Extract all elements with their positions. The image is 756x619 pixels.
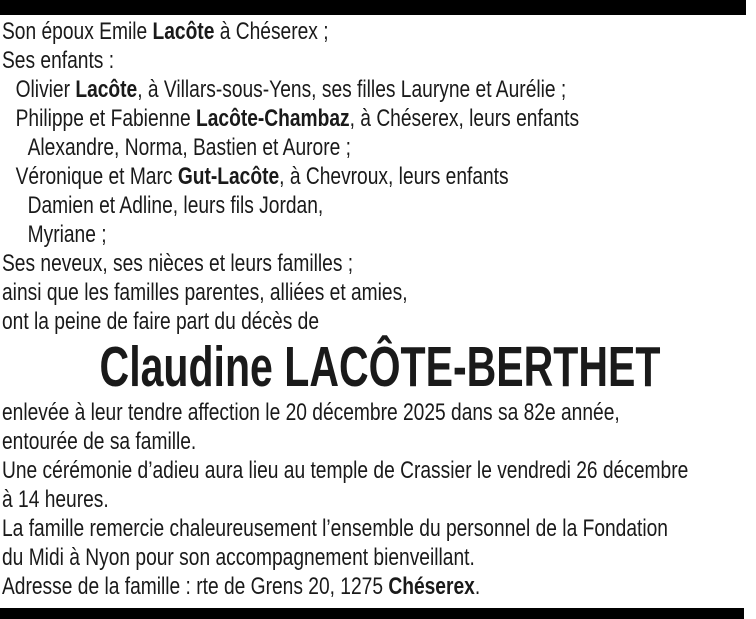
- line-text: La famille remercie chaleureusement l’ensemble du personnel de la Fondation: [2, 515, 668, 542]
- line-text: Philippe et Fabienne: [15, 105, 196, 132]
- line-text: enlevée à leur tendre affection le 20 décembre 2025 dans sa 82e année,: [2, 399, 620, 426]
- notice-line: [2, 398, 756, 427]
- deceased-name: Claudine LACÔTE-BERTHET: [99, 335, 661, 399]
- notice-line: [2, 75, 756, 104]
- notice-line: [2, 249, 756, 278]
- line-text: ont la peine de faire part du décès de: [2, 308, 320, 335]
- bottom-border-bar: [0, 608, 744, 619]
- line-text-bold: Lacôte: [75, 76, 138, 103]
- line-text: Olivier: [15, 76, 76, 103]
- line-text: , à Chevroux, leurs enfants: [279, 163, 509, 190]
- line-text: Damien et Adline, leurs fils Jordan,: [27, 192, 324, 219]
- line-text-bold: Lacôte: [152, 18, 215, 45]
- line-text-bold: Chéserex: [388, 573, 475, 600]
- line-text: à 14 heures.: [2, 486, 109, 513]
- line-text: Véronique et Marc: [15, 163, 178, 190]
- notice-line: [2, 278, 756, 307]
- line-text: Ses neveux, ses nièces et leurs familles ;: [2, 250, 354, 277]
- line-text: Myriane ;: [27, 221, 107, 248]
- line-text: Son époux Emile: [2, 18, 153, 45]
- notice-line: [2, 543, 756, 572]
- notice-line: [2, 220, 756, 249]
- line-text: , à Chéserex, leurs enfants: [349, 105, 580, 132]
- notice-line: [2, 456, 756, 485]
- line-text: , à Villars-sous-Yens, ses filles Lauryne et Aurélie ;: [137, 76, 567, 103]
- line-text: Une cérémonie d’adieu aura lieu au temple de Crassier le vendredi 26 décembre: [2, 457, 689, 484]
- line-text-bold: Gut-Lacôte: [177, 163, 280, 190]
- notice-line: [2, 46, 756, 75]
- line-text: Ses enfants :: [2, 47, 115, 74]
- notice-line: [2, 133, 756, 162]
- notice-line: [2, 514, 756, 543]
- top-border-bar: [0, 0, 746, 15]
- notice-line: [2, 572, 756, 601]
- notice-line: [2, 162, 756, 191]
- line-text: Adresse de la famille : rte de Grens 20, 1275: [2, 573, 389, 600]
- notice-line: [2, 307, 756, 336]
- notice-line: [2, 427, 756, 456]
- notice-line: [2, 104, 756, 133]
- line-text: du Midi à Nyon pour son accompagnement bienveillant.: [2, 544, 475, 571]
- line-text: .: [474, 573, 481, 600]
- notice-line: [2, 17, 756, 46]
- notice-line: [2, 191, 756, 220]
- line-text: entourée de sa famille.: [2, 428, 197, 455]
- line-text: ainsi que les familles parentes, alliées et amies,: [2, 279, 408, 306]
- line-text: Alexandre, Norma, Bastien et Aurore ;: [27, 134, 351, 161]
- notice-line: [2, 485, 756, 514]
- deceased-name-row: [2, 336, 756, 398]
- line-text-bold: Lacôte-Chambaz: [196, 105, 350, 132]
- death-notice-content: [2, 17, 756, 601]
- line-text: à Chéserex ;: [214, 18, 329, 45]
